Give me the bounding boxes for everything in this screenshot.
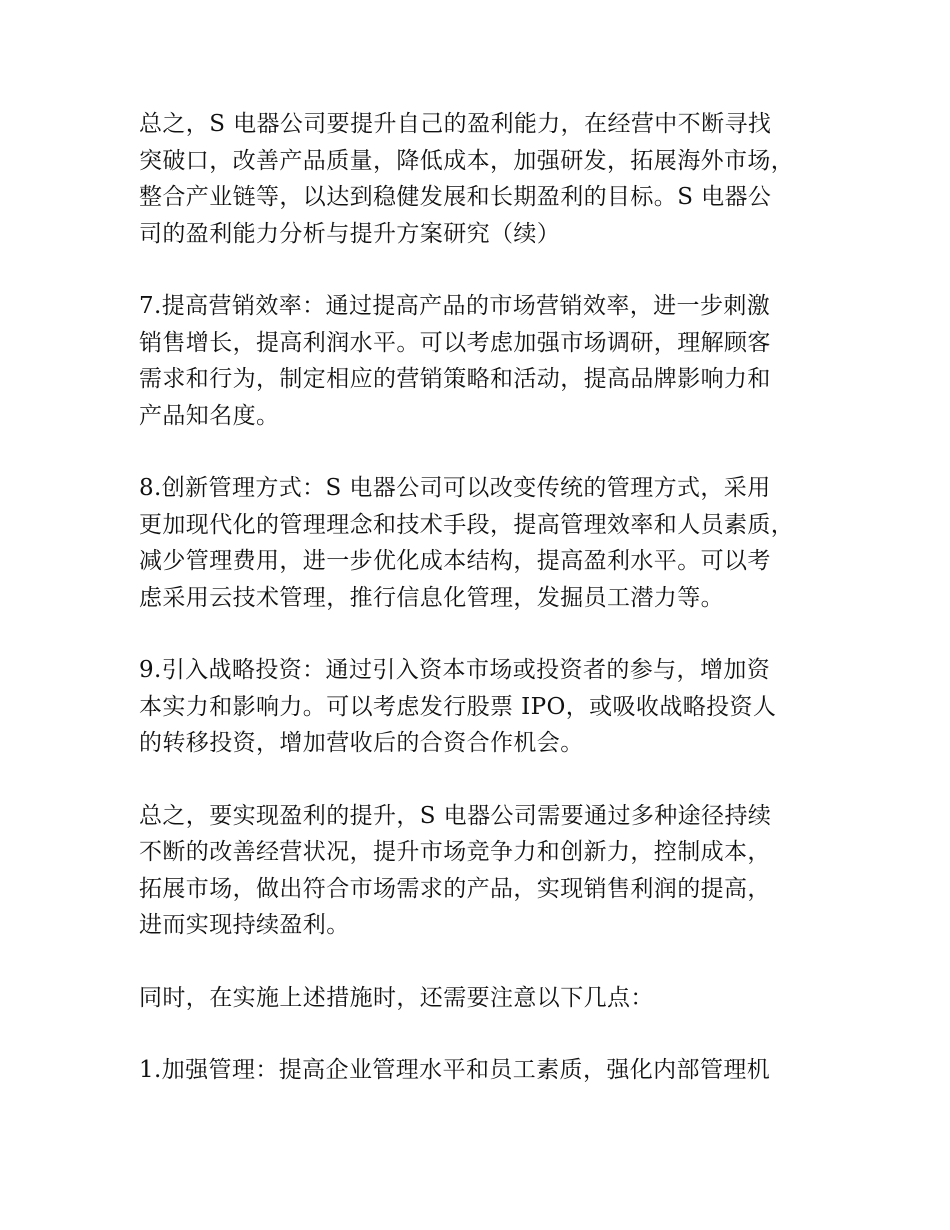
text-line: 司的盈利能力分析与提升方案研究（续） bbox=[139, 220, 561, 247]
text-line: 9.引入战略投资：通过引入资本市场或投资者的参与，增加资 bbox=[139, 657, 771, 683]
paragraph-notes-intro bbox=[139, 980, 829, 1017]
paragraph-summary-1 bbox=[139, 106, 829, 252]
text-line: 减少管理费用，进一步优化成本结构，提高盈利水平。可以考 bbox=[139, 548, 771, 574]
text-line: 8.创新管理方式：S 电器公司可以改变传统的管理方式，采用 bbox=[139, 475, 771, 501]
text-line: 虑采用云技术管理，推行信息化管理，发掘员工潜力等。 bbox=[139, 584, 724, 611]
paragraph-item-8 bbox=[139, 470, 829, 616]
text-line: 进而实现持续盈利。 bbox=[139, 912, 350, 938]
text-line: 销售增长，提高利润水平。可以考虑加强市场调研，理解顾客 bbox=[139, 329, 771, 356]
paragraph-item-9 bbox=[139, 652, 829, 762]
paragraph-summary-2 bbox=[139, 798, 829, 944]
paragraph-item-7 bbox=[139, 288, 829, 434]
text-line: 的转移投资，增加营收后的合资合作机会。 bbox=[139, 730, 584, 756]
text-line: 更加现代化的管理理念和技术手段，提高管理效率和人员素质， bbox=[139, 511, 795, 538]
text-line: 需求和行为，制定相应的营销策略和活动，提高品牌影响力和 bbox=[139, 366, 771, 392]
text-line: 拓展市场，做出符合市场需求的产品，实现销售利润的提高， bbox=[139, 875, 771, 902]
text-line: 1.加强管理：提高企业管理水平和员工素质，强化内部管理机 bbox=[139, 1057, 771, 1083]
text-line: 本实力和影响力。可以考虑发行股票 IPO，或吸收战略投资人 bbox=[139, 693, 777, 720]
text-line: 总之，S 电器公司要提升自己的盈利能力，在经营中不断寻找 bbox=[139, 111, 772, 137]
document-body bbox=[139, 106, 829, 1125]
text-line: 整合产业链等，以达到稳健发展和长期盈利的目标。S 电器公 bbox=[139, 184, 772, 210]
text-line: 同时，在实施上述措施时，还需要注意以下几点： bbox=[139, 984, 654, 1011]
text-line: 总之，要实现盈利的提升，S 电器公司需要通过多种途径持续 bbox=[139, 802, 772, 829]
paragraph-note-1 bbox=[139, 1052, 829, 1089]
text-line: 产品知名度。 bbox=[139, 402, 280, 429]
text-line: 不断的改善经营状况，提升市场竞争力和创新力，控制成本， bbox=[139, 839, 771, 865]
text-line: 7.提高营销效率：通过提高产品的市场营销效率，进一步刺激 bbox=[139, 293, 771, 319]
text-line: 突破口，改善产品质量，降低成本，加强研发，拓展海外市场， bbox=[139, 147, 795, 174]
